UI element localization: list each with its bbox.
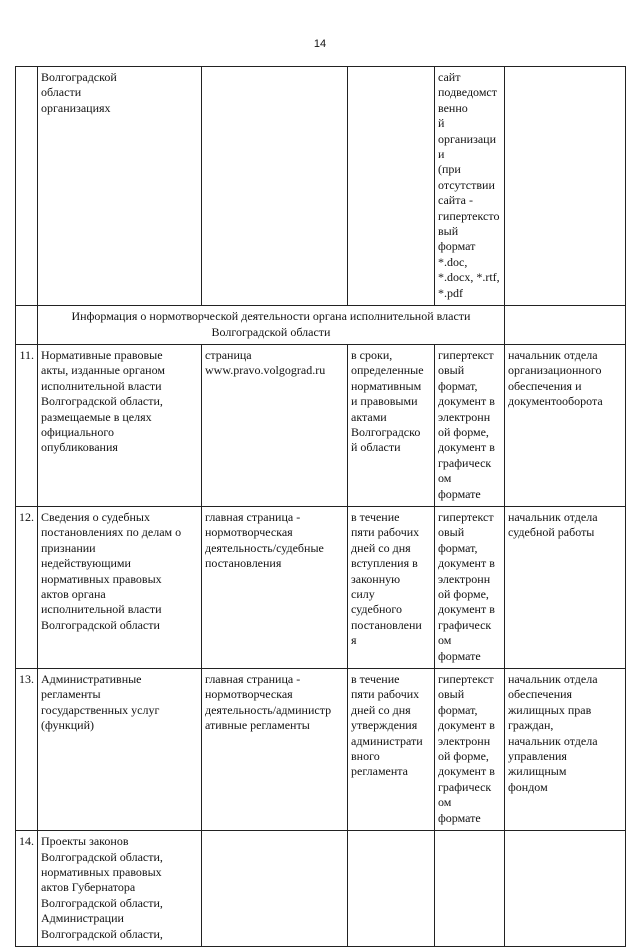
cell-responsible: начальник отдела обеспечения жилищных прав граждан, начальник отдела управления жилищным фондом [505, 669, 626, 831]
cell-responsible [505, 67, 626, 306]
cell-responsible: начальник отдела судебной работы [505, 506, 626, 668]
cell-deadline: в сроки, определенные нормативным и правовыми актами Волгоградско й области [348, 344, 435, 506]
cell-deadline [348, 67, 435, 306]
table-row [16, 669, 626, 831]
cell-format: гипертекст овый формат, документ в электронн ой форме, документ в графическ ом формате [435, 669, 505, 831]
cell-information: Проекты законов Волгоградской области, нормативных правовых актов Губернатора Волгоградской области, Администрации Волгоградской области, [38, 831, 202, 947]
cell-information: Сведения о судебных постановлениях по делам о признании недействующими нормативных правовых актов органа исполнительной власти Волгоградской области [38, 506, 202, 668]
section-header: Информация о нормотворческой деятельности органа исполнительной власти Волгоградской области [38, 306, 505, 345]
cell-information: Административные регламенты государственных услуг (функций) [38, 669, 202, 831]
table-row [16, 506, 626, 668]
section-spacer-cell [505, 306, 626, 345]
table-row [16, 831, 626, 947]
cell-format: гипертекст овый формат, документ в электронн ой форме, документ в графическ ом формате [435, 344, 505, 506]
table-row-continuation [16, 67, 626, 306]
section-header-row [16, 306, 626, 345]
cell-location: главная страница - нормотворческая деятельность/судебные постановления [202, 506, 348, 668]
cell-deadline: в течение пяти рабочих дней со дня утверждения администрати вного регламента [348, 669, 435, 831]
cell-information: Нормативные правовые акты, изданные органом исполнительной власти Волгоградской области, размещаемые в целях официального опубликования [38, 344, 202, 506]
section-spacer-cell [16, 306, 38, 345]
cell-responsible: начальник отдела организационного обеспечения и документооборота [505, 344, 626, 506]
page-number: 14 [313, 38, 327, 50]
cell-location: страница www.pravo.volgograd.ru [202, 344, 348, 506]
row-number: 14. [16, 831, 38, 947]
cell-format [435, 831, 505, 947]
cell-location [202, 67, 348, 306]
table-row [16, 344, 626, 506]
cell-deadline: в течение пяти рабочих дней со дня вступления в законную силу судебного постановлени я [348, 506, 435, 668]
row-number: 11. [16, 344, 38, 506]
cell-deadline [348, 831, 435, 947]
cell-format: гипертекст овый формат, документ в электронн ой форме, документ в графическ ом формате [435, 506, 505, 668]
cell-information: Волгоградской области организациях [38, 67, 202, 306]
cell-location [202, 831, 348, 947]
document-table [15, 66, 626, 947]
cell-location: главная страница - нормотворческая деятельность/администр ативные регламенты [202, 669, 348, 831]
row-number: 13. [16, 669, 38, 831]
cell-format: сайт подведомственно й организации (при отсутствии сайта - гипертекстовый формат *.doc, *.docx, *.rtf, *.pdf [435, 67, 505, 306]
row-number: 12. [16, 506, 38, 668]
row-number [16, 67, 38, 306]
cell-responsible [505, 831, 626, 947]
